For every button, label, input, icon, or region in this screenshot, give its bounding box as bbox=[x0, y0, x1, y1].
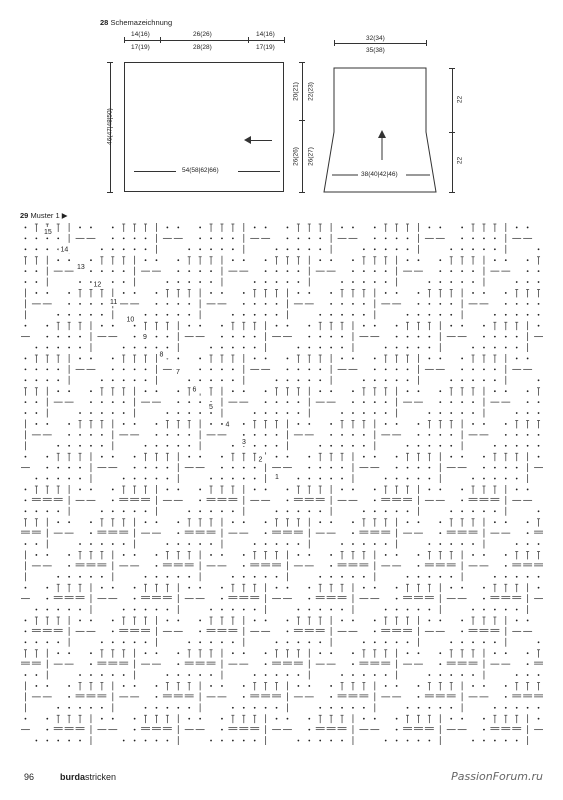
sleeve-right-upper: 22 bbox=[456, 95, 464, 104]
row-number-15: 15 bbox=[44, 229, 52, 236]
sleeve-outline bbox=[320, 60, 450, 200]
front-top-mid-a: 26(26) bbox=[193, 31, 212, 38]
tick bbox=[299, 192, 305, 193]
sleeve-bottom-label: 38(40|42|46) bbox=[361, 171, 398, 178]
brand-bold: burda bbox=[60, 772, 86, 782]
figure-29-number: 29 bbox=[20, 211, 29, 220]
front-height-label: 46(47|48|50) bbox=[106, 108, 114, 145]
row-number-14: 14 bbox=[60, 246, 69, 254]
figure-29-heading bbox=[20, 211, 68, 220]
arrow-left-icon bbox=[244, 136, 251, 144]
row-number-4: 4 bbox=[225, 421, 230, 429]
front-width-line-right bbox=[238, 171, 280, 172]
figure-28-number: 28 bbox=[100, 18, 109, 27]
row-number-9: 9 bbox=[143, 334, 147, 341]
tick bbox=[107, 192, 113, 193]
page-number: 96 bbox=[24, 772, 35, 782]
row-number-11: 11 bbox=[110, 299, 118, 306]
tick bbox=[248, 37, 249, 43]
row-number-8: 8 bbox=[159, 351, 164, 359]
tick bbox=[160, 37, 161, 43]
front-width-label: 54(58|62|66) bbox=[182, 167, 219, 174]
front-top-left-a: 14(16) bbox=[131, 31, 150, 38]
tick bbox=[426, 40, 427, 46]
row-number-3: 3 bbox=[242, 439, 246, 446]
figure-28-title: Schemazeichnung bbox=[110, 18, 173, 27]
figure-28-heading bbox=[100, 18, 172, 27]
front-top-dimension-line bbox=[124, 40, 284, 41]
tick bbox=[299, 62, 305, 63]
row-number-13: 13 bbox=[77, 264, 85, 271]
row-number-12: 12 bbox=[93, 281, 102, 289]
tick bbox=[334, 40, 335, 46]
sleeve-top-a: 32(34) bbox=[366, 35, 385, 42]
play-arrow-icon: ▶ bbox=[61, 211, 68, 220]
tick bbox=[449, 132, 455, 133]
brand-logo bbox=[60, 772, 116, 782]
tick bbox=[107, 62, 113, 63]
figure-29-title: Muster 1 bbox=[30, 211, 60, 220]
front-top-right-b: 17(19) bbox=[256, 44, 275, 51]
front-width-line-left bbox=[134, 171, 176, 172]
row-number-7: 7 bbox=[176, 369, 180, 376]
row-number-10: 10 bbox=[126, 316, 135, 324]
sleeve-top-dimension-line bbox=[334, 43, 426, 44]
front-right-height-line bbox=[302, 62, 303, 192]
tick bbox=[449, 192, 455, 193]
tick bbox=[299, 120, 305, 121]
tick bbox=[449, 68, 455, 69]
front-arrow-shaft bbox=[250, 140, 272, 141]
sleeve-right-height-line bbox=[452, 68, 453, 192]
tick bbox=[284, 37, 285, 43]
front-right-upper-a: 20(21) bbox=[292, 82, 300, 101]
row-number-6: 6 bbox=[192, 386, 197, 394]
front-right-upper-b: 22(23) bbox=[307, 82, 315, 101]
front-top-mid-b: 28(28) bbox=[193, 44, 212, 51]
row-number-5: 5 bbox=[209, 404, 213, 411]
front-right-lower-a: 26(26) bbox=[292, 147, 300, 166]
tick bbox=[124, 37, 125, 43]
front-top-right-a: 14(16) bbox=[256, 31, 275, 38]
watermark: PassionForum.ru bbox=[451, 770, 543, 783]
row-number-2: 2 bbox=[258, 456, 263, 464]
sleeve-top-b: 35(38) bbox=[366, 47, 385, 54]
knitting-pattern-chart bbox=[20, 222, 544, 746]
row-number-1: 1 bbox=[275, 474, 279, 481]
brand-light: stricken bbox=[85, 772, 117, 782]
front-top-left-b: 17(19) bbox=[131, 44, 150, 51]
sleeve-right-lower: 22 bbox=[456, 156, 464, 165]
front-right-lower-b: 26(27) bbox=[307, 147, 315, 166]
